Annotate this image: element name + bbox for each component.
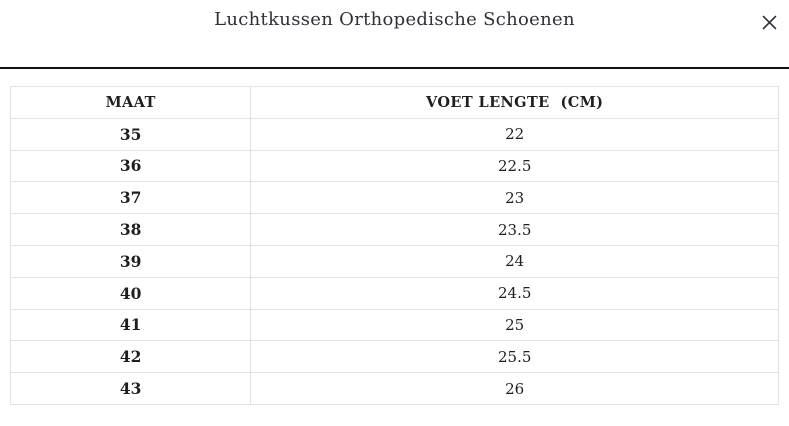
modal-header xyxy=(0,0,789,69)
maat-cell: 43 xyxy=(11,373,251,405)
table-row xyxy=(11,277,779,309)
maat-cell: 42 xyxy=(11,341,251,373)
maat-cell: 41 xyxy=(11,309,251,341)
voet-lengte-cell: 26 xyxy=(251,373,779,405)
maat-cell: 37 xyxy=(11,182,251,214)
table-row xyxy=(11,118,779,150)
table-header-row xyxy=(11,87,779,119)
voet-lengte-cell: 24 xyxy=(251,245,779,277)
voet-lengte-cell: 22 xyxy=(251,118,779,150)
table-row xyxy=(11,245,779,277)
column-header-voet-lengte: VOET LENGTE (CM) xyxy=(251,87,779,119)
table-row xyxy=(11,214,779,246)
voet-lengte-cell: 23 xyxy=(251,182,779,214)
modal-title: Luchtkussen Orthopedische Schoenen xyxy=(214,9,575,30)
maat-cell: 40 xyxy=(11,277,251,309)
voet-lengte-cell: 25 xyxy=(251,309,779,341)
voet-lengte-cell: 24.5 xyxy=(251,277,779,309)
maat-cell: 39 xyxy=(11,245,251,277)
table-row xyxy=(11,309,779,341)
table-row xyxy=(11,182,779,214)
size-table xyxy=(10,86,779,405)
voet-lengte-cell: 25.5 xyxy=(251,341,779,373)
table-row xyxy=(11,341,779,373)
voet-lengte-cell: 22.5 xyxy=(251,150,779,182)
table-row xyxy=(11,373,779,405)
table-row xyxy=(11,150,779,182)
close-icon xyxy=(762,15,777,30)
voet-lengte-cell: 23.5 xyxy=(251,214,779,246)
column-header-maat: MAAT xyxy=(11,87,251,119)
close-button[interactable] xyxy=(755,8,783,36)
maat-cell: 38 xyxy=(11,214,251,246)
table-body xyxy=(11,118,779,404)
modal-body xyxy=(0,69,789,405)
maat-cell: 36 xyxy=(11,150,251,182)
maat-cell: 35 xyxy=(11,118,251,150)
